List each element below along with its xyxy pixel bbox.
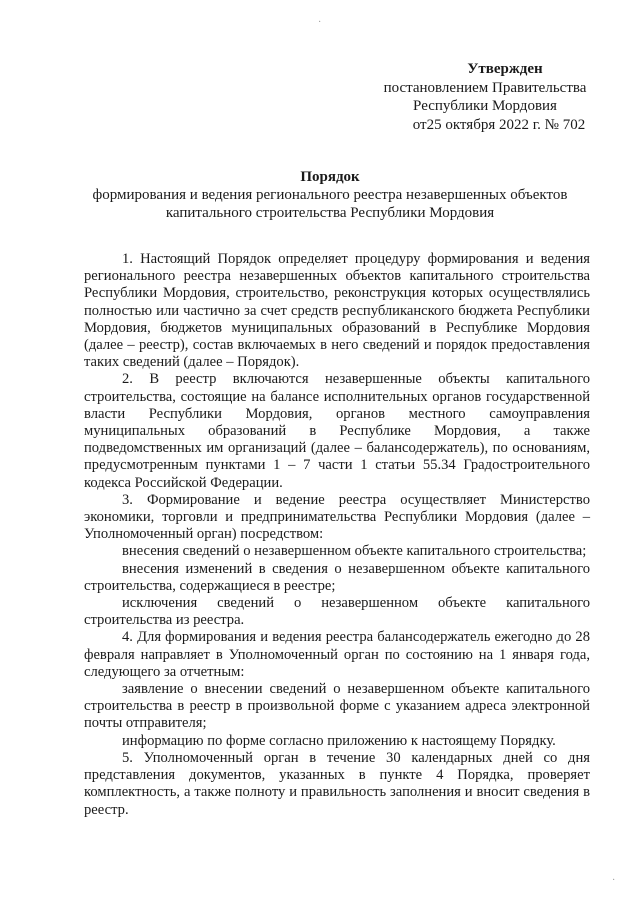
paragraph-1: 1. Настоящий Порядок определяет процедуру формирования и ведения регионального реестра незавершенных объектов капитального строительства Республики Мордовия, строительство, реконструкция которых осуществлялись полностью или частично за счет средств республиканского бюджета Республики Мордовия, бюджетов муниципальных образований в Республике Мордовия (далее – реестр), состав включаемых в него сведений и порядок предоставления таких сведений (далее – Порядок). — [84, 251, 590, 371]
list-item-4-1: заявление о внесении сведений о незавершенном объекте капитального строительства в реестр в произвольной форме с указанием адреса электронной почты отправителя; — [84, 681, 590, 732]
paragraph-3: 3. Формирование и ведение реестра осуществляет Министерство экономики, торговли и предпринимательства Республики Мордовия (далее – Уполномоченный орган) посредством: — [84, 491, 590, 543]
list-item-3-1: внесения сведений о незавершенном объекте капитального строительства; — [122, 543, 587, 560]
list-item-3-2: внесения изменений в сведения о незавершенном объекте капитального строительства, содержащиеся в реестре; — [84, 560, 590, 594]
approval-title: Утвержден — [467, 61, 543, 77]
document-subtitle-line-1: формирования и ведения регионального реестра незавершенных объектов — [92, 187, 568, 203]
approval-block — [370, 60, 600, 134]
list-item-3-3: исключения сведений о незавершенном объекте капитального строительства из реестра. — [84, 595, 590, 629]
approval-line-1: постановлением Правительства — [383, 79, 587, 96]
document-subtitle-line-2: капитального строительства Республики Мордовия — [165, 205, 495, 221]
approval-date: от25 октября 2022 г. № 702 — [412, 116, 586, 133]
document-body — [84, 251, 590, 819]
scan-speck: · — [612, 875, 616, 886]
paragraph-5: 5. Уполномоченный орган в течение 30 календарных дней со дня представления документов, указанных в пункте 4 Порядка, проверяет комплектность, а также полноту и правильность заполнения и вносит сведения в реестр. — [84, 749, 590, 818]
approval-line-2: Республики Мордовия — [413, 98, 557, 114]
list-item-4-2: информацию по форме согласно приложению к настоящему Порядку. — [122, 732, 556, 749]
scan-speck: · — [318, 17, 322, 28]
paragraph-4: 4. Для формирования и ведения реестра балансодержатель ежегодно до 28 февраля направляет в Уполномоченный орган по состоянию на 1 января года, следующего за отчетным: — [84, 629, 590, 680]
document-heading — [60, 168, 600, 222]
document-title: Порядок — [300, 169, 360, 185]
paragraph-2: 2. В реестр включаются незавершенные объекты капитального строительства, состоящие на балансе исполнительных органов государственной власти Республики Мордовия, органов местного самоуправления муниципальных образований в Республике Мордовия, а также подведомственных им организаций (далее – балансодержатель), по основаниям, предусмотренным пунктами 1 – 7 части 1 статьи 55.34 Градостроительного кодекса Российской Федерации. — [84, 371, 590, 491]
